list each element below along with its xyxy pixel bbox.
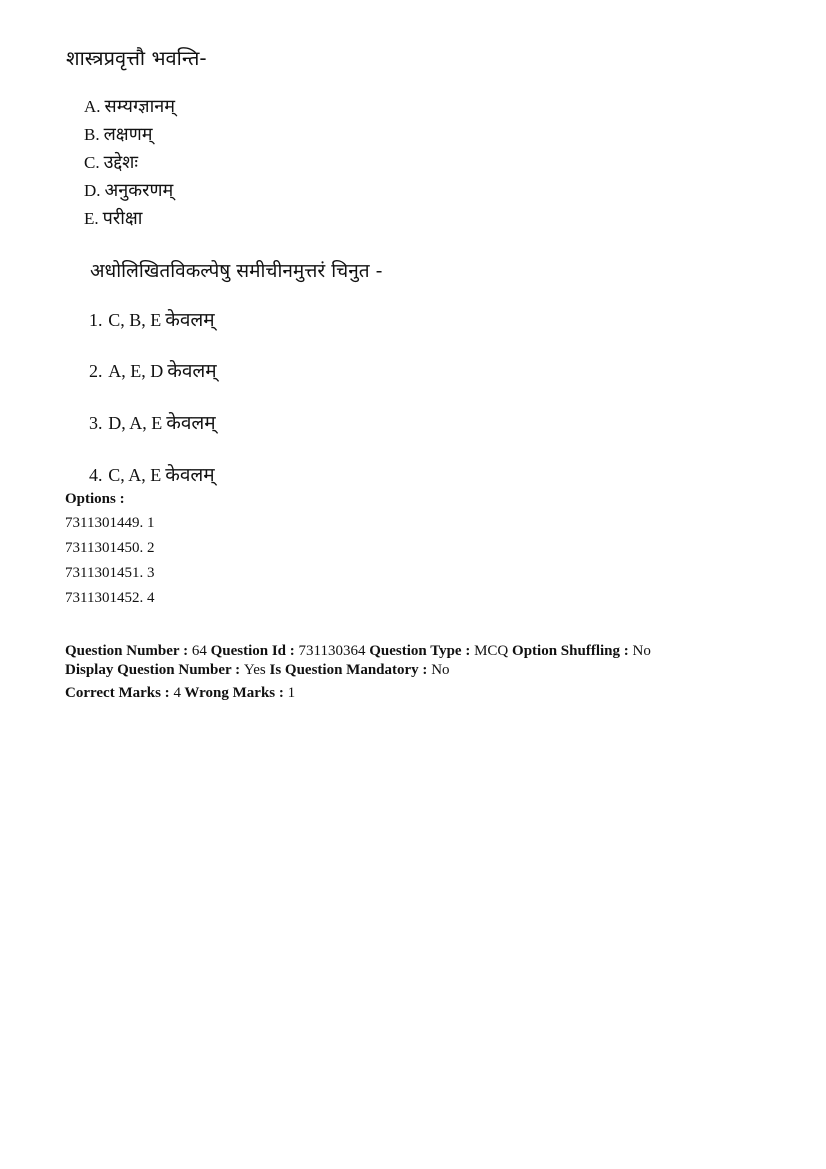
statement-label: C. <box>84 153 100 172</box>
choice-word: केवलम् <box>167 360 217 382</box>
display-question-number-value: Yes <box>243 662 266 678</box>
mandatory-value: No <box>431 662 450 678</box>
question-number-label: Question Number : <box>65 643 189 659</box>
option-row <box>65 515 154 532</box>
choice-2 <box>89 357 217 383</box>
option-id: 7311301450. <box>65 540 144 556</box>
choice-letters: D, A, E <box>108 413 163 433</box>
correct-marks-label: Correct Marks : <box>65 685 170 701</box>
option-value: 1 <box>146 515 155 531</box>
mandatory-label: Is Question Mandatory : <box>269 662 428 678</box>
option-id: 7311301451. <box>65 565 144 581</box>
choice-number: 2. <box>89 361 103 381</box>
wrong-marks-label: Wrong Marks : <box>184 685 284 701</box>
question-type-label: Question Type : <box>369 643 471 659</box>
statement-b <box>84 124 152 146</box>
statement-text: परीक्षा <box>102 208 143 229</box>
option-row <box>65 565 154 582</box>
statement-text: अनुकरणम् <box>104 180 174 201</box>
option-value: 4 <box>146 590 155 606</box>
question-number-value: 64 <box>191 643 207 659</box>
choice-word: केवलम् <box>165 464 215 486</box>
option-id: 7311301449. <box>65 515 144 531</box>
choice-number: 1. <box>89 310 103 330</box>
choice-1 <box>89 306 215 332</box>
correct-marks-value: 4 <box>173 685 181 701</box>
question-title: शास्त्रप्रवृत्तौ भवन्ति- <box>66 46 207 70</box>
display-question-number-label: Display Question Number : <box>65 662 241 678</box>
question-meta-line-2 <box>65 662 450 679</box>
statement-d <box>84 180 173 202</box>
statement-e <box>84 208 142 230</box>
choice-word: केवलम् <box>166 412 216 434</box>
choice-letters: C, A, E <box>108 465 162 485</box>
statement-label: A. <box>84 97 101 116</box>
statement-a <box>84 96 175 118</box>
question-type-value: MCQ <box>474 643 509 659</box>
statement-label: E. <box>84 209 99 228</box>
statement-c <box>84 152 138 174</box>
question-meta-line-1 <box>65 643 651 660</box>
option-value: 3 <box>146 565 155 581</box>
option-row <box>65 590 154 607</box>
option-id: 7311301452. <box>65 590 144 606</box>
wrong-marks-value: 1 <box>287 685 296 701</box>
option-row <box>65 540 154 557</box>
statement-text: सम्यग्ज्ञानम् <box>104 96 176 117</box>
statement-label: D. <box>84 181 101 200</box>
question-meta-line-3 <box>65 685 295 702</box>
statement-text: लक्षणम् <box>103 124 153 145</box>
choice-number: 4. <box>89 465 103 485</box>
choice-3 <box>89 409 216 435</box>
option-value: 2 <box>146 540 155 556</box>
choice-4 <box>89 461 215 487</box>
question-id-value: 731130364 <box>298 643 366 659</box>
choice-number: 3. <box>89 413 103 433</box>
options-heading: Options : <box>65 491 125 507</box>
statement-label: B. <box>84 125 100 144</box>
question-id-label: Question Id : <box>210 643 295 659</box>
option-shuffling-label: Option Shuffling : <box>512 643 629 659</box>
choice-letters: A, E, D <box>108 361 164 381</box>
instruction-text: अधोलिखितविकल्पेषु समीचीनमुत्तरं चिनुत - <box>90 260 383 282</box>
choice-letters: C, B, E <box>108 310 162 330</box>
statement-text: उद्देशः <box>103 152 139 173</box>
choice-word: केवलम् <box>165 309 215 331</box>
option-shuffling-value: No <box>632 643 651 659</box>
